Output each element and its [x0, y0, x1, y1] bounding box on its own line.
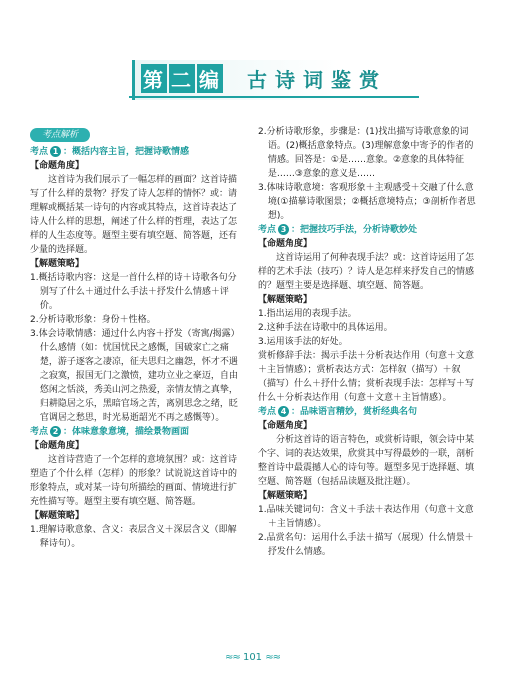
keypoint-title: 把握技巧手法，分析诗歌妙处 [300, 225, 418, 235]
section-label: 【解题策略】 [30, 511, 85, 521]
paragraph: 分析这首诗的语言特色，或赏析诗眼，领会诗中某个字、词的表达效果，欣赏其中写得最妙的一联，剖析整首诗中最震撼人心的诗句等。题型多见于选择题、填空题、简答题（包括品读题及批注题）。 [258, 435, 475, 487]
section-label: 【解题策略】 [30, 259, 85, 269]
list-item: 3.运用该手法的好处。 [258, 337, 348, 347]
wave-ornament-left: ≈≈ [225, 652, 240, 663]
keypoint-1-heading: 考点 1 ：概括内容主旨，把握诗歌情感 [30, 147, 190, 157]
keypoint-title: 概括内容主旨，把握诗歌情感 [72, 147, 190, 157]
section-label: 【解题策略】 [258, 295, 313, 305]
right-column [258, 125, 476, 559]
keypoint-number: 3 [278, 224, 289, 235]
keypoint-4-heading: 考点 4 ：品味语言精妙，赏析经典名句 [258, 407, 418, 417]
page-number: 101 [242, 652, 263, 663]
list-item: 1.品味关键词句：含义＋手法＋表达作用（句意＋文意＋主旨情感）。 [258, 505, 474, 529]
keypoint-2-heading: 考点 2 ：体味意象意境，描绘景物画面 [30, 427, 190, 437]
paragraph: 这首诗运用了何种表现手法？或：这首诗运用了怎样的艺术手法（技巧）？诗人是怎样来抒发自己的情感的？题型主要是选择题、填空题、简答题。 [258, 253, 475, 291]
list-item: 1.理解诗歌意象、含义：表层含义＋深层含义（即解释诗句）。 [30, 525, 237, 549]
title-char: 诗 [275, 68, 297, 92]
title-char: 第 [141, 64, 167, 93]
keypoint-title: 品味语言精妙，赏析经典名句 [300, 407, 418, 417]
paragraph: 这首诗营造了一个怎样的意境氛围？或：这首诗塑造了个什么样（怎样）的形象？试说说这首诗中的形象特点，或对某一诗句所描绘的画面、情境进行扩充性描写等。题型主要有填空题、简答题。 [30, 455, 238, 507]
section-label: 【命题角度】 [30, 161, 85, 171]
list-item: 1.概括诗歌内容：这是一首什么样的诗＋诗歌各句分别写了什么＋通过什么手法＋抒发什么情感＋评价。 [30, 273, 237, 311]
list-item: 2.品赏名句：运用什么手法＋描写（展现）什么情景＋抒发什么情感。 [258, 533, 474, 557]
keypoint-title: 体味意象意境，描绘景物画面 [72, 427, 190, 437]
paragraph: 赏析修辞手法：揭示手法＋分析表达作用（句意＋文意＋主旨情感）；赏析表达方式：怎样叙（描写）＋叙（描写）什么＋抒什么情；赏析表现手法：怎样写＋写什么＋分析表达作用（句意＋文意＋主旨情感）。 [258, 351, 475, 403]
paragraph: 这首诗为我们展示了一幅怎样的画面？这首诗描写了什么样的景物？抒发了诗人怎样的情怀？或：请理解或概括某一诗句的内容或其特点，这首诗表达了诗人什么样的思想，阐述了什么样的哲理，表达了怎样的人生态度等。题型主要有填空题、简答题，还有少量的选择题。 [30, 175, 238, 255]
title-char: 赏 [359, 68, 381, 92]
section-label: 【命题角度】 [258, 239, 313, 249]
section-label: 【命题角度】 [30, 441, 85, 451]
title-char: 词 [303, 68, 325, 92]
title-char: 编 [197, 64, 223, 93]
title-underline [129, 96, 419, 98]
section-label: 【命题角度】 [258, 421, 313, 431]
list-item: 2.分析诗歌形象：身份＋性格。 [30, 315, 156, 325]
keypoint-number: 4 [278, 406, 289, 417]
list-item: 1.指出运用的表现手法。 [258, 309, 357, 319]
keypoint-3-heading: 考点 3 ：把握技巧手法，分析诗歌妙处 [258, 225, 418, 235]
title-char: 古 [247, 68, 269, 92]
page-number-footer [0, 652, 505, 663]
list-item: 3.体会诗歌情感：通过什么内容＋抒发（寄寓/揭露）什么感情（如：忧国忧民之感慨，国破家亡之痛楚，游子逐客之凄凉，征夫思归之幽怨，怀才不遇之寂寞，报国无门之激愤，建功立业之豪迈，自由悠闲之恬淡，秀美山河之热爱，亲情友情之真挚，归耕隐居之乐，黑暗官场之苦，离别思念之绪，眨官调居之愁思，时光易逝韶光不再之感慨等）。 [30, 329, 240, 423]
title-char: 二 [169, 64, 195, 93]
keypoint-number: 2 [50, 426, 61, 437]
list-item: 2.这种手法在诗歌中的具体运用。 [258, 323, 393, 333]
title-char: 鉴 [331, 68, 353, 92]
keypoint-number: 1 [50, 146, 61, 157]
wave-ornament-right: ≈≈ [265, 652, 280, 663]
title-banner [132, 60, 405, 100]
section-tag: 考点解析 [30, 128, 90, 142]
list-item: 2.分析诗歌形象，步骤是：(1)找出描写诗歌意象的词语。(2)概括意象特点。(3)理解意象中寄予的作者的情感。回答是：①是……意象。②意象的具体特征是……③意象的意义是…… [258, 127, 474, 179]
section-label: 【解题策略】 [258, 491, 313, 501]
list-item: 3.体味诗歌意境：客观形象＋主观感受＋交融了什么意境(①描摹诗歌图景；②概括意境特点；③剖析作者思想)。 [258, 183, 476, 221]
left-column [30, 145, 245, 551]
